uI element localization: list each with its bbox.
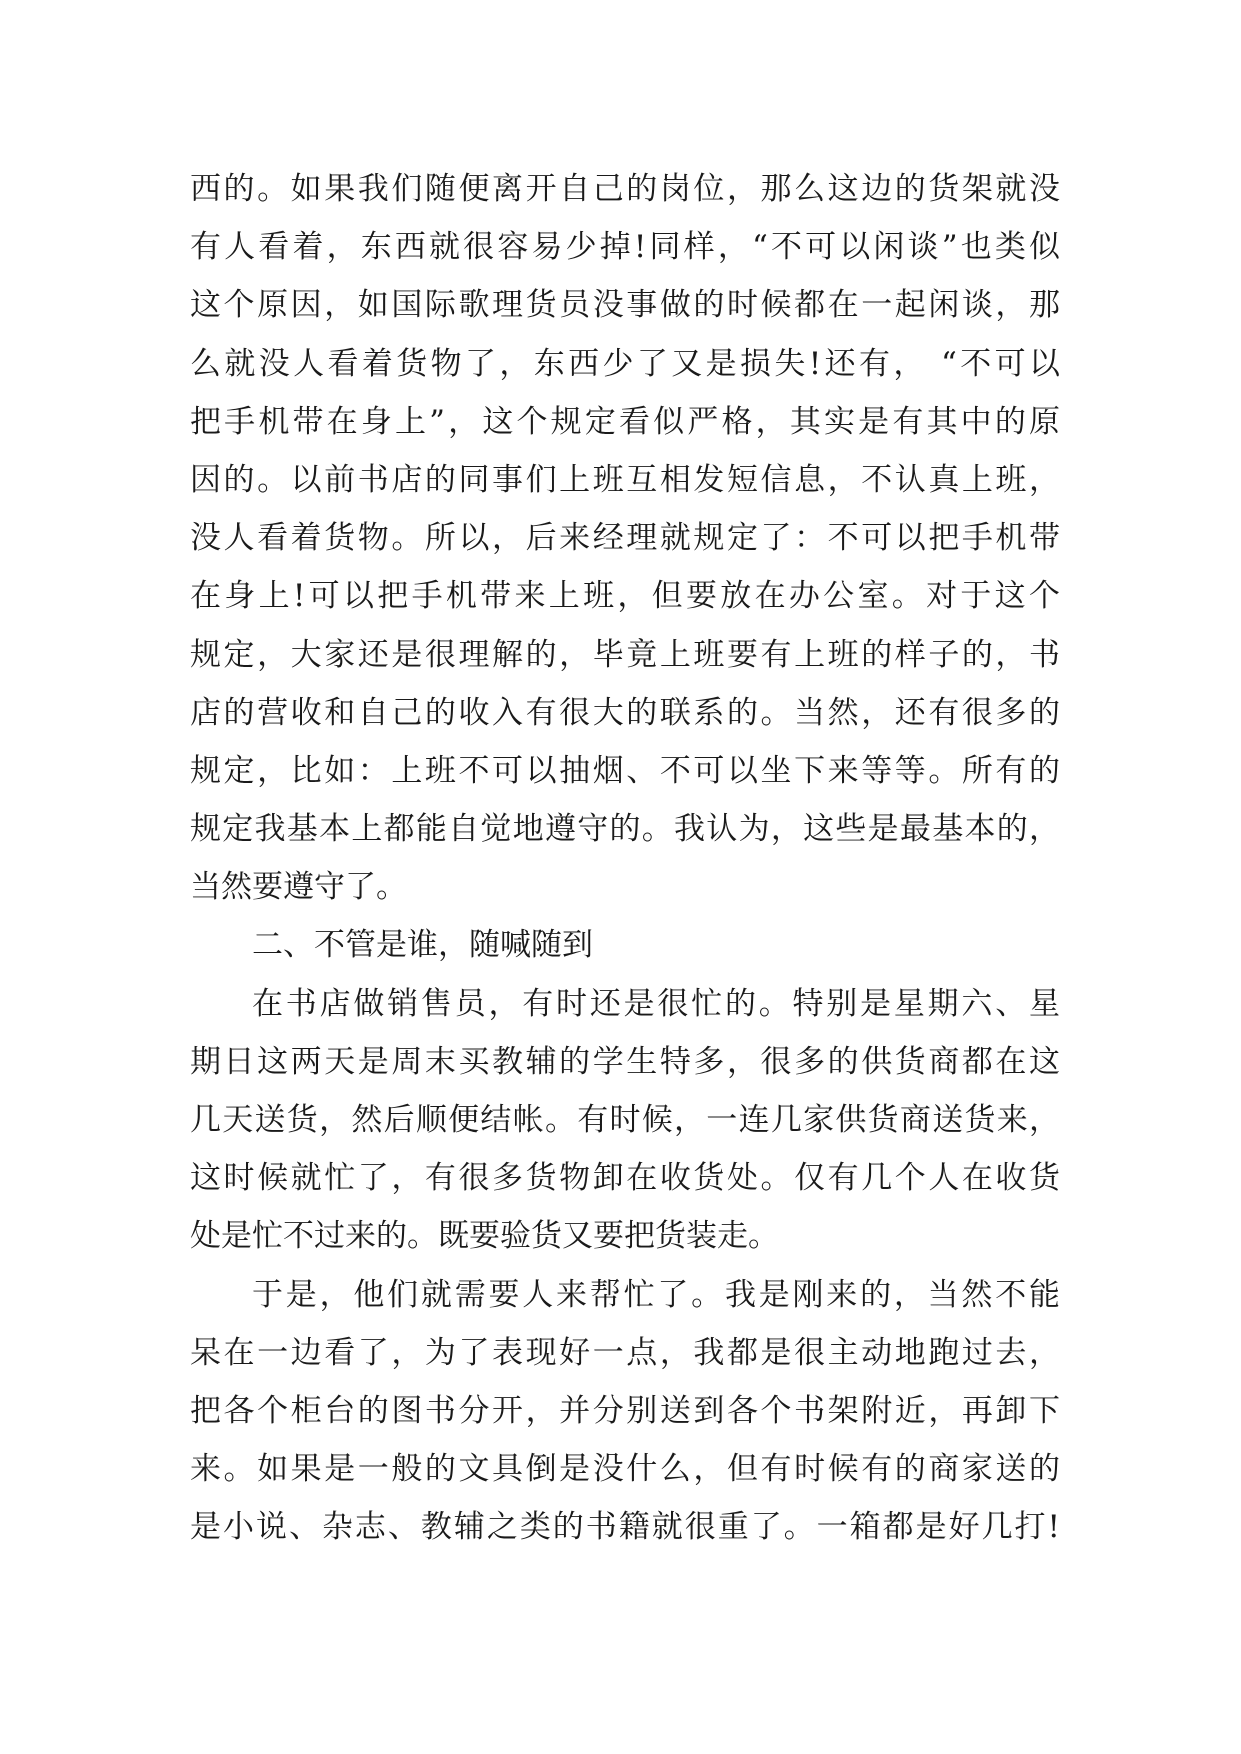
text-line: 规定我基本上都能自觉地遵守的。我认为，这些是最基本的， <box>190 811 1060 848</box>
text-line: 这个原因，如国际歌理货员没事做的时候都在一起闲谈，那 <box>190 287 1060 324</box>
text-line: 把各个柜台的图书分开，并分别送到各个书架附近，再卸下 <box>190 1392 1060 1429</box>
text-line: 于是，他们就需要人来帮忙了。我是刚来的，当然不能 <box>252 1276 1060 1313</box>
text-line: 几天送货，然后顺便结帐。有时候，一连几家供货商送货来， <box>190 1102 1060 1138</box>
text-line: 处是忙不过来的。既要验货又要把货装走。 <box>190 1218 779 1255</box>
body-text <box>190 160 1060 1557</box>
text-line: 么就没人看着货物了，东西少了又是损失!还有， “不可以 <box>190 345 1060 382</box>
text-line: 因的。以前书店的同事们上班互相发短信息，不认真上班， <box>190 461 1060 498</box>
text-line: 规定，比如：上班不可以抽烟、不可以坐下来等等。所有的 <box>190 752 1060 789</box>
text-line: 期日这两天是周末买教辅的学生特多，很多的供货商都在这 <box>190 1043 1060 1080</box>
text-line: 这时候就忙了，有很多货物卸在收货处。仅有几个人在收货 <box>190 1160 1060 1197</box>
text-line: 在书店做销售员，有时还是很忙的。特别是星期六、星 <box>252 985 1060 1022</box>
text-line: 当然要遵守了。 <box>190 869 407 906</box>
text-line: 没人看着货物。所以，后来经理就规定了：不可以把手机带 <box>190 520 1060 557</box>
section-heading: 二、不管是谁，随喊随到 <box>252 927 593 964</box>
text-line: 西的。如果我们随便离开自己的岗位，那么这边的货架就没 <box>190 171 1060 207</box>
text-line: 规定，大家还是很理解的，毕竟上班要有上班的样子的，书 <box>190 636 1060 673</box>
text-line: 店的营收和自己的收入有很大的联系的。当然，还有很多的 <box>190 694 1060 731</box>
text-line: 在身上!可以把手机带来上班，但要放在办公室。对于这个 <box>190 578 1060 615</box>
text-line: 呆在一边看了，为了表现好一点，我都是很主动地跑过去， <box>190 1334 1060 1371</box>
text-line: 来。如果是一般的文具倒是没什么，但有时候有的商家送的 <box>190 1451 1060 1488</box>
text-line: 是小说、杂志、教辅之类的书籍就很重了。一箱都是好几打! <box>190 1509 1060 1546</box>
text-line: 有人看着，东西就很容易少掉!同样，“不可以闲谈”也类似 <box>190 229 1060 266</box>
text-line: 把手机带在身上”，这个规定看似严格，其实是有其中的原 <box>190 403 1060 440</box>
